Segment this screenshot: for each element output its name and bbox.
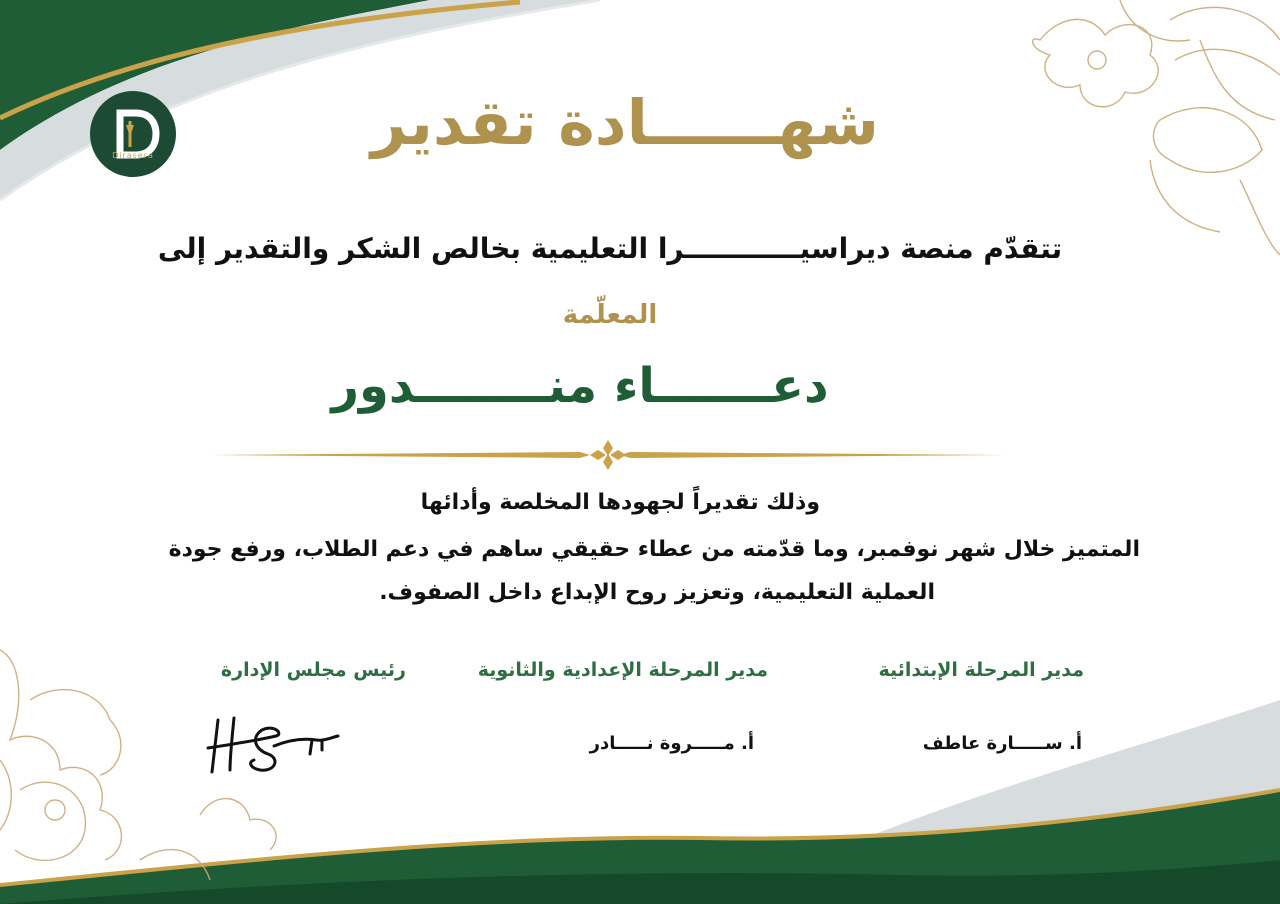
body-line: وذلك تقديراً لجهودها المخلصة وأدائها: [420, 490, 820, 515]
recipient-role: المعلّمة: [562, 300, 658, 330]
handwritten-signature: [204, 710, 344, 780]
floral-ornament-icon: [1033, 0, 1280, 255]
diamond-ornament-icon: [590, 440, 626, 470]
signatory-title-secondary: مدير المرحلة الإعدادية والثانوية: [477, 659, 768, 681]
dirasera-logo-icon: [90, 91, 176, 177]
signatory-name-secondary: أ. مـــــروة نـــــادر: [589, 733, 754, 754]
signatory-title-primary: مدير المرحلة الإبتدائية: [878, 659, 1084, 681]
body-line: المتميز خلال شهر نوفمبر، وما قدّمته من عطاء حقيقي ساهم في دعم الطلاب، ورفع جودة: [168, 537, 1140, 562]
brand-name: Dirasera: [112, 151, 154, 160]
recipient-name: دعـــــــاء منــــــــدور: [331, 358, 829, 414]
intro-text: تتقدّم منصة ديراسيــــــــــــرا التعليمية بخالص الشكر والتقدير إلى: [157, 232, 1063, 265]
body-line: العملية التعليمية، وتعزيز روح الإبداع داخل الصفوف.: [379, 580, 935, 605]
certificate-title: شهــــــادة تقدير: [371, 86, 879, 159]
signatory-title-chairman: رئيس مجلس الإدارة: [220, 659, 406, 681]
signatory-name-primary: أ. ســـــارة عاطف: [922, 733, 1082, 754]
